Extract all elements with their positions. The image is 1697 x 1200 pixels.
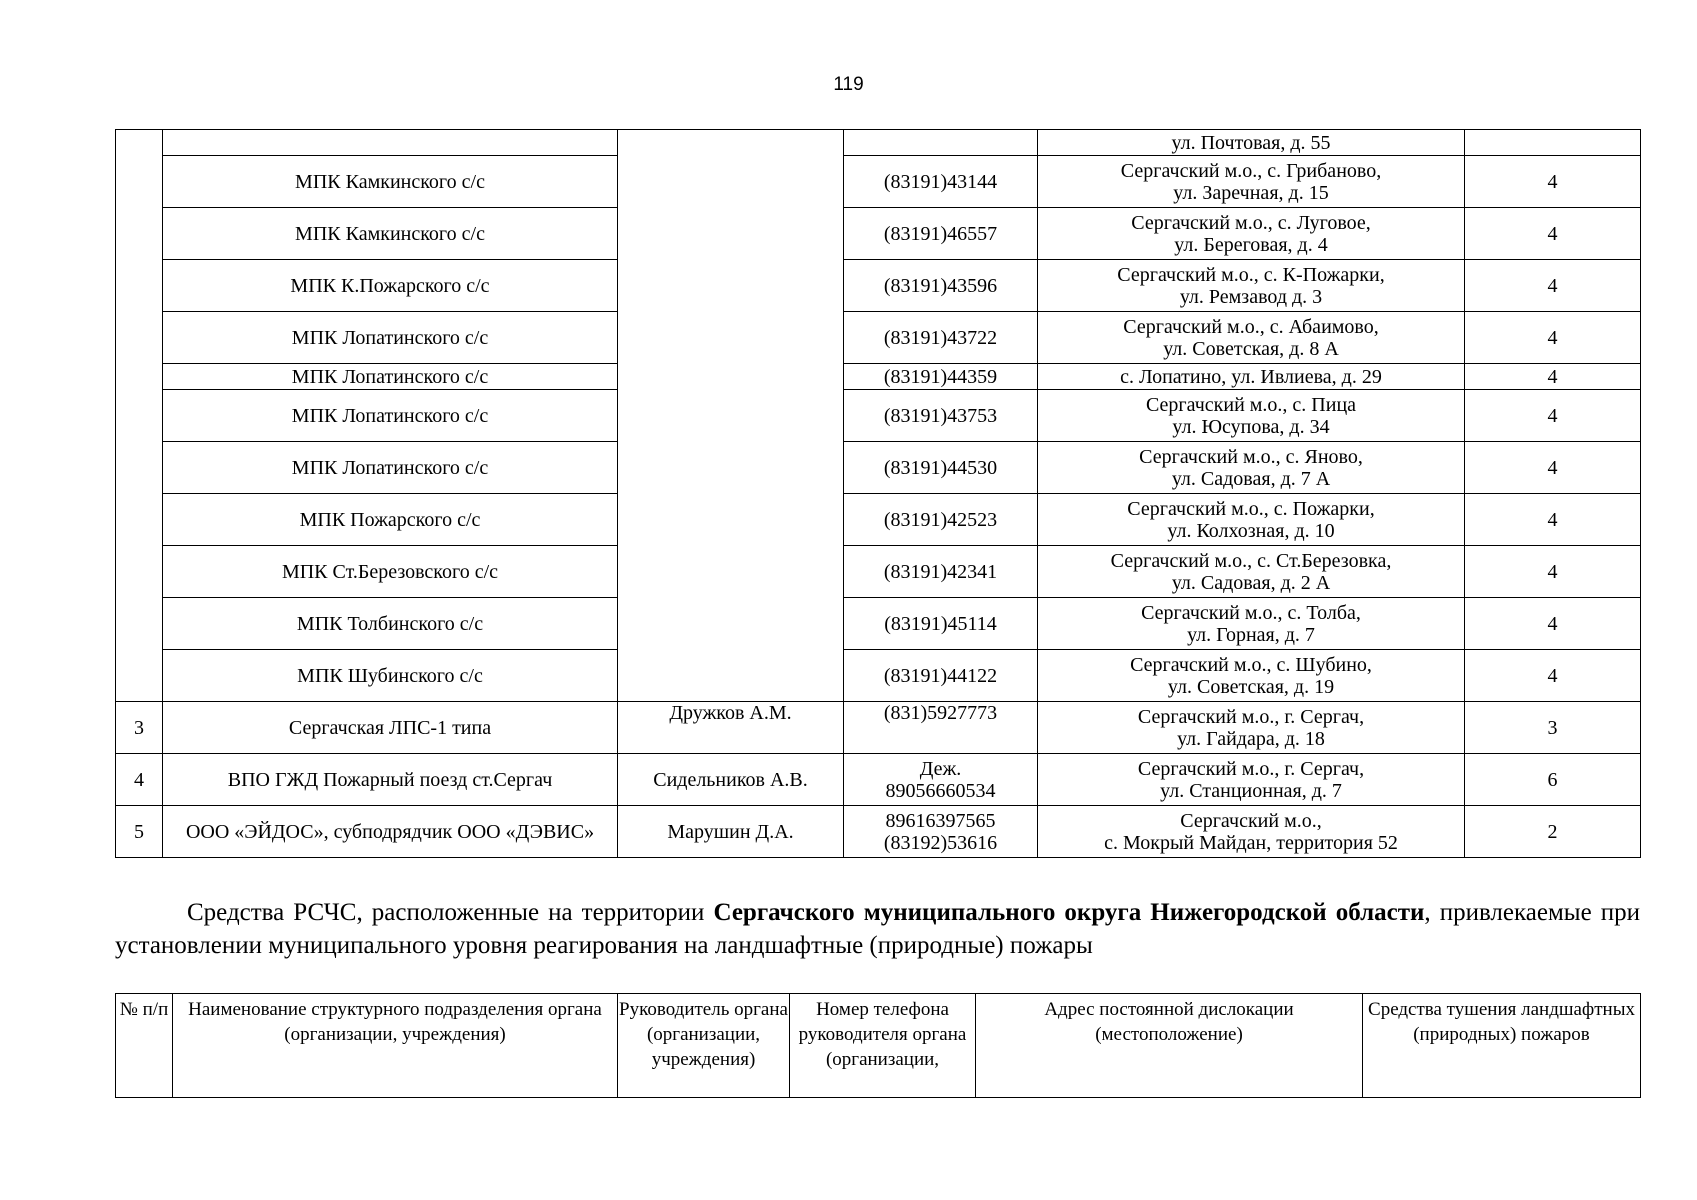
cell-text: 89616397565 [885, 809, 996, 832]
name-cell [163, 598, 618, 650]
name-cell [163, 754, 618, 806]
name-cell [163, 208, 618, 260]
cell-text: (83191)43144 [883, 170, 998, 193]
cell-text: Сергачский м.о., [1180, 809, 1322, 832]
phone-cell [844, 650, 1038, 702]
cell-text: 4 [1547, 508, 1558, 531]
cell-text: ул. Юсупова, д. 34 [1172, 415, 1330, 438]
cell-text: ул. Горная, д. 7 [1187, 623, 1315, 646]
brigades-table [115, 129, 1641, 858]
cell-text: 4 [1547, 326, 1558, 349]
cell-text: 4 [1547, 664, 1558, 687]
cell-text: ул. Советская, д. 8 А [1163, 337, 1339, 360]
address-cell [1038, 442, 1465, 494]
phone-cell [844, 156, 1038, 208]
head-cell [618, 754, 844, 806]
count-cell [1465, 260, 1641, 312]
name-cell [163, 130, 618, 156]
cell-text: ООО «ЭЙДОС», субподрядчик ООО «ДЭВИС» [185, 820, 595, 843]
header-means: Средства тушения ландшафтных (природных) пожаров [1363, 994, 1641, 1098]
count-cell [1465, 650, 1641, 702]
table-header-row [116, 994, 1641, 1098]
cell-text: 4 [1547, 456, 1558, 479]
cell-text: (83191)44122 [883, 664, 998, 687]
table-row [116, 156, 1641, 208]
phone-cell [844, 754, 1038, 806]
cell-text: (83191)44359 [883, 365, 998, 388]
cell-text: МПК Лопатинского с/с [291, 365, 489, 388]
cell-text: Сергачский м.о., с. Толба, [1141, 601, 1361, 624]
rschs-table-header [115, 993, 1641, 1098]
number-cell [116, 702, 163, 754]
phone-cell [844, 390, 1038, 442]
header-address: Адрес постоянной дислокации (местоположение) [976, 994, 1363, 1098]
address-cell [1038, 156, 1465, 208]
cell-text: с. Лопатино, ул. Ивлиева, д. 29 [1120, 365, 1382, 388]
table-row [116, 312, 1641, 364]
cell-text: с. Мокрый Майдан, территория 52 [1104, 831, 1398, 854]
cell-text: (83191)43722 [883, 326, 998, 349]
cell-text: Сергачский м.о., с. Ст.Березовка, [1110, 549, 1392, 572]
cell-text: 4 [1547, 222, 1558, 245]
table-row [116, 754, 1641, 806]
cell-text: МПК Камкинского с/с [295, 222, 485, 245]
count-cell [1465, 390, 1641, 442]
cell-text: ул. Советская, д. 19 [1167, 675, 1335, 698]
cell-text: ул. Почтовая, д. 55 [1171, 131, 1331, 154]
name-cell [163, 390, 618, 442]
cell-text: Сергачский м.о., с. Пица [1145, 393, 1357, 416]
name-cell [163, 494, 618, 546]
phone-cell [844, 598, 1038, 650]
cell-text: ул. Заречная, д. 15 [1173, 181, 1329, 204]
table-row [116, 364, 1641, 390]
cell-text: (83191)42341 [883, 560, 998, 583]
table-row [116, 650, 1641, 702]
cell-text: Сидельников А.В. [653, 768, 808, 791]
cell-text: 4 [1547, 612, 1558, 635]
cell-text: Дружков А.М. [669, 702, 792, 724]
address-cell [1038, 390, 1465, 442]
count-cell [1465, 208, 1641, 260]
count-cell [1465, 442, 1641, 494]
head-cell [618, 806, 844, 858]
phone-cell [844, 130, 1038, 156]
cell-text: Сергачский м.о., с. Абаимово, [1123, 315, 1379, 338]
name-cell [163, 806, 618, 858]
phone-cell [844, 260, 1038, 312]
cell-text: Сергачский м.о., с. Пожарки, [1127, 497, 1375, 520]
address-cell [1038, 130, 1465, 156]
head-cell [618, 130, 844, 702]
cell-text: 4 [1547, 274, 1558, 297]
cell-text: 3 [1547, 716, 1558, 739]
cell-text: МПК Камкинского с/с [295, 170, 485, 193]
cell-text: (83191)46557 [883, 222, 998, 245]
header-subdivision: Наименование структурного подразделения органа (организации, учреждения) [173, 994, 618, 1098]
phone-cell [844, 494, 1038, 546]
cell-text: Сергачский м.о., с. К-Пожарки, [1117, 263, 1385, 286]
cell-text: МПК Лопатинского с/с [291, 456, 489, 479]
cell-text: МПК Шубинского с/с [297, 664, 483, 687]
table-row [116, 598, 1641, 650]
cell-text: (83191)43753 [883, 404, 998, 427]
cell-text: (83191)44530 [883, 456, 998, 479]
cell-text: Марушин Д.А. [667, 820, 794, 843]
count-cell [1465, 754, 1641, 806]
cell-text: ВПО ГЖД Пожарный поезд ст.Сергач [227, 768, 553, 791]
cell-text: 4 [1547, 404, 1558, 427]
cell-text: ул. Ремзавод д. 3 [1179, 285, 1323, 308]
cell-text: Сергачский м.о., с. Грибаново, [1120, 159, 1382, 182]
count-cell [1465, 546, 1641, 598]
section-title: Средства РСЧС, расположенные на территории Сергачского муниципального округа Нижегородской области, привлекаемые при установлении муниципального уровня реагирования на ландшафтные (природные) пожары [115, 899, 1640, 959]
cell-text: Сергачская ЛПС-1 типа [288, 716, 492, 739]
count-cell [1465, 598, 1641, 650]
address-cell [1038, 754, 1465, 806]
cell-text: 4 [134, 768, 144, 791]
cell-text: (831)5927773 [883, 702, 998, 724]
phone-cell [844, 208, 1038, 260]
cell-text: 6 [1547, 768, 1558, 791]
address-cell [1038, 598, 1465, 650]
cell-text: ул. Гайдара, д. 18 [1177, 727, 1325, 750]
table-row [116, 208, 1641, 260]
name-cell [163, 650, 618, 702]
name-cell [163, 260, 618, 312]
address-cell [1038, 806, 1465, 858]
name-cell [163, 546, 618, 598]
cell-text: 4 [1547, 365, 1558, 388]
cell-text: МПК Пожарского с/с [299, 508, 481, 531]
cell-text: (83191)42523 [883, 508, 998, 531]
count-cell [1465, 364, 1641, 390]
name-cell [163, 702, 618, 754]
cell-text: (83191)45114 [884, 612, 997, 635]
number-cell [116, 130, 163, 702]
table-row [116, 494, 1641, 546]
address-cell [1038, 546, 1465, 598]
address-cell [1038, 650, 1465, 702]
count-cell [1465, 312, 1641, 364]
head-cell [618, 702, 844, 754]
cell-text: 5 [134, 820, 144, 843]
cell-text: Сергачский м.о., г. Сергач, [1137, 705, 1365, 728]
table-row [116, 442, 1641, 494]
name-cell [163, 156, 618, 208]
cell-text: ул. Колхозная, д. 10 [1167, 519, 1335, 542]
count-cell [1465, 156, 1641, 208]
cell-text: (83192)53616 [883, 831, 998, 854]
phone-cell [844, 702, 1038, 754]
table-row [116, 806, 1641, 858]
table-row [116, 390, 1641, 442]
table-row [116, 546, 1641, 598]
cell-text: 4 [1547, 560, 1558, 583]
cell-text: ул. Береговая, д. 4 [1174, 233, 1328, 256]
cell-text: МПК К.Пожарского с/с [290, 274, 490, 297]
cell-text: Сергачский м.о., с. Шубино, [1130, 653, 1372, 676]
cell-text: МПК Лопатинского с/с [291, 404, 489, 427]
cell-text: Сергачский м.о., с. Яново, [1139, 445, 1363, 468]
name-cell [163, 364, 618, 390]
phone-cell [844, 364, 1038, 390]
phone-cell [844, 312, 1038, 364]
phone-cell [844, 806, 1038, 858]
count-cell [1465, 130, 1641, 156]
number-cell [116, 754, 163, 806]
header-head: Руководитель органа (организации, учреждения) [618, 994, 790, 1098]
cell-text: 3 [134, 716, 144, 739]
cell-text: (83191)43596 [883, 274, 998, 297]
address-cell [1038, 364, 1465, 390]
phone-cell [844, 546, 1038, 598]
address-cell [1038, 208, 1465, 260]
header-phone: Номер телефона руководителя органа (организации, [790, 994, 976, 1098]
table-row [116, 260, 1641, 312]
cell-text: МПК Ст.Березовского с/с [281, 560, 499, 583]
address-cell [1038, 260, 1465, 312]
phone-cell [844, 442, 1038, 494]
address-cell [1038, 494, 1465, 546]
number-cell [116, 806, 163, 858]
cell-text: ул. Садовая, д. 7 А [1171, 467, 1331, 490]
count-cell [1465, 494, 1641, 546]
cell-text: ул. Садовая, д. 2 А [1171, 571, 1331, 594]
name-cell [163, 442, 618, 494]
cell-text: 89056660534 [885, 779, 996, 802]
cell-text: Сергачский м.о., г. Сергач, [1137, 757, 1365, 780]
table-row [116, 702, 1641, 754]
address-cell [1038, 312, 1465, 364]
cell-text: 4 [1547, 170, 1558, 193]
cell-text: МПК Лопатинского с/с [291, 326, 489, 349]
cell-text: ул. Станционная, д. 7 [1160, 779, 1342, 802]
table-row [116, 130, 1641, 156]
cell-text: МПК Толбинского с/с [296, 612, 484, 635]
page-number: 119 [833, 74, 864, 95]
cell-text: Сергачский м.о., с. Луговое, [1131, 211, 1371, 234]
count-cell [1465, 806, 1641, 858]
address-cell [1038, 702, 1465, 754]
header-number: № п/п [116, 994, 173, 1098]
name-cell [163, 312, 618, 364]
cell-text: Деж. [919, 757, 962, 780]
cell-text: 2 [1547, 820, 1558, 843]
count-cell [1465, 702, 1641, 754]
